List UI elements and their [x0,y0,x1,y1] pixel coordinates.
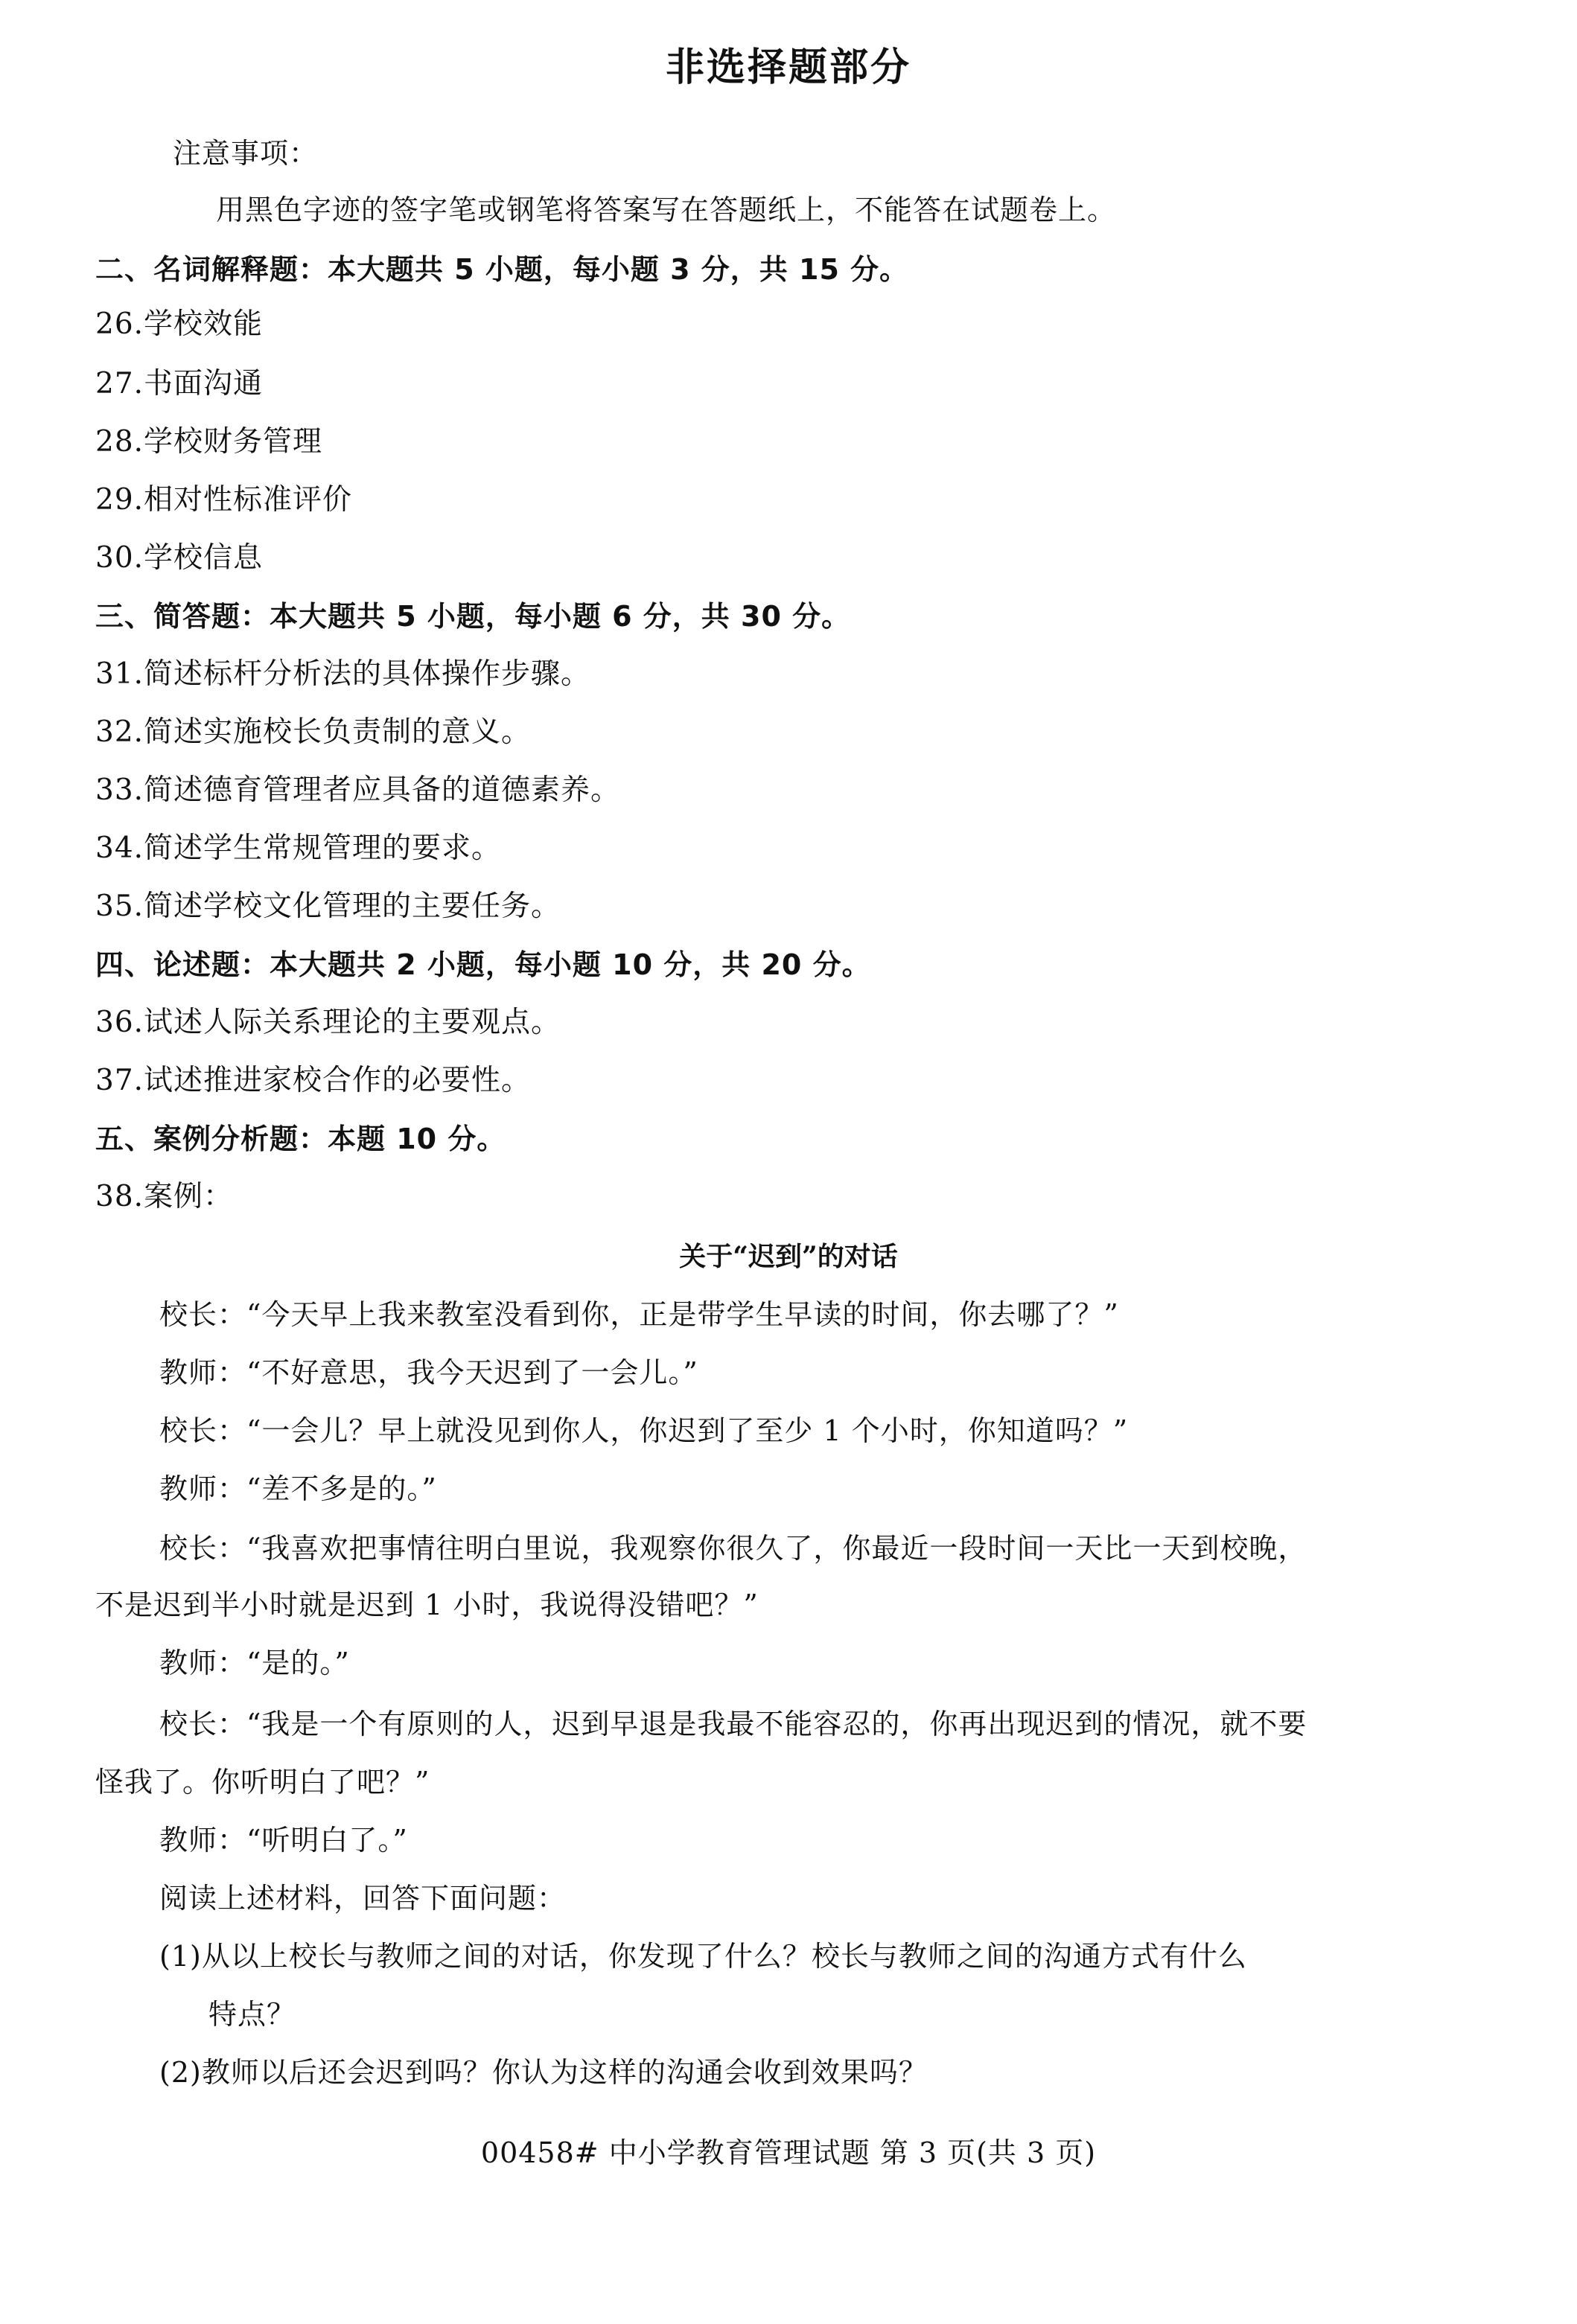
section-heading-3: 三、简答题：本大题共 5 小题，每小题 6 分，共 30 分。 [95,600,851,633]
question-item: 37.试述推进家校合作的必要性。 [95,1064,532,1097]
question-item: 35.简述学校文化管理的主要任务。 [95,890,561,923]
case-question: 特点？ [208,1998,296,2031]
question-item: 32.简述实施校长负责制的意义。 [95,715,532,749]
case-prompt: 阅读上述材料，回答下面问题： [159,1882,567,1915]
page-title: 非选择题部分 [665,45,911,90]
section-heading-5: 五、案例分析题：本题 10 分。 [95,1123,506,1155]
dialog-line: 怪我了。你听明白了吧？” [95,1766,430,1798]
case-question: (2)教师以后还会迟到吗？你认为这样的沟通会收到效果吗？ [159,2056,928,2089]
question-item: 31.简述标杆分析法的具体操作步骤。 [95,657,591,691]
question-item: 30.学校信息 [95,541,264,575]
question-item: 29.相对性标准评价 [95,483,353,517]
dialog-line: 教师：“不好意思，我今天迟到了一会儿。” [159,1356,698,1389]
question-item: 38.案例： [95,1180,234,1213]
question-item: 33.简述德育管理者应具备的道德素养。 [95,773,621,807]
dialog-line: 校长：“我是一个有原则的人，迟到早退是我最不能容忍的，你再出现迟到的情况，就不要 [159,1708,1307,1740]
dialog-line: 校长：“我喜欢把事情往明白里说，我观察你很久了，你最近一段时间一天比一天到校晚， [159,1532,1307,1565]
page-footer: 00458# 中小学教育管理试题 第 3 页(共 3 页) [480,2136,1097,2169]
question-item: 34.简述学生常规管理的要求。 [95,831,502,865]
dialog-line: 教师：“听明白了。” [159,1824,408,1857]
question-item: 36.试述人际关系理论的主要观点。 [95,1006,561,1039]
dialog-line: 教师：“是的。” [159,1647,350,1679]
dialog-line: 教师：“差不多是的。” [159,1472,437,1505]
question-item: 27.书面沟通 [95,367,264,400]
case-question: (1)从以上校长与教师之间的对话，你发现了什么？校长与教师之间的沟通方式有什么 [159,1940,1247,1973]
case-title: 关于“迟到”的对话 [679,1241,898,1272]
dialog-line: 不是迟到半小时就是迟到 1 小时，我说得没错吧？” [95,1589,759,1621]
section-heading-2: 二、名词解释题：本大题共 5 小题，每小题 3 分，共 15 分。 [95,253,909,286]
notice-body: 用黑色字迹的签字笔或钢笔将答案写在答题纸上，不能答在试题卷上。 [216,194,1117,226]
question-item: 26.学校效能 [95,307,264,341]
section-heading-4: 四、论述题：本大题共 2 小题，每小题 10 分，共 20 分。 [95,948,871,981]
dialog-line: 校长：“今天早上我来教室没看到你，正是带学生早读的时间，你去哪了？” [159,1298,1119,1331]
question-item: 28.学校财务管理 [95,425,323,459]
dialog-line: 校长：“一会儿？早上就没见到你人，你迟到了至少 1 个小时，你知道吗？” [159,1414,1129,1447]
notice-heading: 注意事项： [173,137,319,170]
